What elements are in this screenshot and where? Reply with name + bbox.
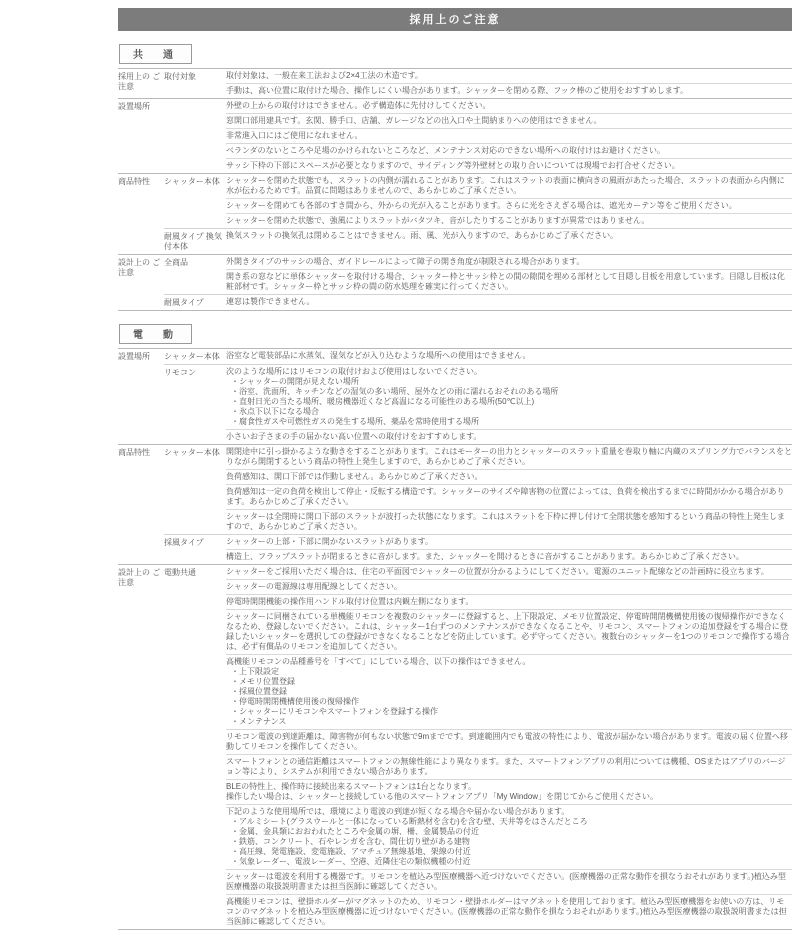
subcategory-label: 採風タイプ <box>164 538 204 547</box>
notice-text: スマートフォンとの通信距離はスマートフォンの無線性能により異なります。また、スマートフォンアプリの利用については機種、OSまたはアプリのバージョン等により、システムが利用できない場合があります。 <box>226 757 786 776</box>
document-content <box>118 8 792 930</box>
row-list <box>226 99 792 173</box>
row-list <box>226 349 792 364</box>
subgroup <box>164 228 792 254</box>
subcategory-label: シャッター本体 <box>164 448 220 457</box>
page-title: 採用上のご注意 <box>118 8 792 31</box>
table-row <box>226 469 792 484</box>
table-row <box>226 128 792 143</box>
notice-text: ・金属、金具類におおわれたところや金属の塀、柵、金属製品の付近 <box>231 827 479 836</box>
notice-text: ・鉄筋、コンクリート、石やレンガを含む、間仕切り壁がある建物 <box>231 837 470 846</box>
table-row <box>226 113 792 128</box>
notice-text: ・浴室、洗面所、キッチンなどの湿気の多い場所、屋外などの雨に濡れるおそれのある場所 <box>231 387 559 396</box>
notice-text: 浴室など電装部品に水蒸気、湿気などが入り込むような場所への使用はできません。 <box>226 351 531 360</box>
notice-text: ベランダのないところや足場のかけられないところなど、メンテナンス対応のできない場所への取付けはお避けください。 <box>226 146 666 155</box>
table-row <box>226 158 792 173</box>
table-group <box>118 68 792 98</box>
subgroup <box>164 364 792 444</box>
notice-text: シャッターを閉めた状態でも、スラットの内側が濡れることがあります。これはスラットの表面に横向きの風雨があたった場合、スラットの表面から内側に水が伝わるためです。品質に問題はありませんので、あらかじめご了承ください。 <box>226 176 785 195</box>
subgroups <box>164 255 792 310</box>
table-group <box>118 98 792 173</box>
category-label: 設置場所 <box>118 102 150 111</box>
notice-sections <box>118 44 792 930</box>
notice-text: 構造上、フラップスラットが閉まるときに音がします。また、シャッターを開けるときに音がすることがあります。あらかじめご了承ください。 <box>226 552 744 561</box>
table-row <box>226 609 792 654</box>
notice-text: サッシ下枠の下部にスペースが必要となりますので、サイディング等外壁材との取り合いについては現場でお打合せください。 <box>226 161 680 170</box>
subcategory-label: 全商品 <box>164 258 188 267</box>
subcategory-label: 耐風タイプ 換気付本体 <box>164 232 222 251</box>
subcategory-label: 電動共通 <box>164 568 196 577</box>
notice-text: ・氷点下以下になる場合 <box>231 407 319 416</box>
table-row <box>226 83 792 98</box>
notice-table <box>118 348 792 930</box>
category-label: 設計上の ご注意 <box>118 258 161 277</box>
table-group <box>118 173 792 254</box>
row-list <box>226 365 792 444</box>
table-row <box>226 779 792 804</box>
notice-text: ・上下限設定 <box>231 667 279 676</box>
notice-text: 高機能リモコンの品種番号を「すべて」にしている場合、以下の操作はできません。 <box>226 657 531 666</box>
notice-text: 小さいお子さまの手の届かない高い位置への取付けをおすすめします。 <box>226 432 482 441</box>
subcategory-label <box>164 99 226 173</box>
table-row <box>226 549 792 564</box>
notice-text: リモコン電波の到達距離は、障害物が何もない状態で9mまでです。到達範囲内でも電波の特性により、電波が届かない場合があります。電波の届く位置へ移動してリモコンを操作してください。 <box>226 732 788 751</box>
table-row <box>226 229 792 243</box>
section <box>118 44 792 311</box>
row-list <box>226 69 792 98</box>
notice-text: 負荷感知は一定の負荷を検出して停止・反転する構造です。シャッターのサイズや障害物の位置によっては、負荷を検出するまでに時間がかかる場合があります。あらかじめご了承ください。 <box>226 487 785 506</box>
notice-text: 停電時開閉機能の操作用ハンドル取付け位置は内観左側になります。 <box>226 597 474 606</box>
notice-text: 開閉途中に引っ掛かるような動きをすることがあります。これはモーターの出力とシャッターのスラット重量を巻取り軸に内蔵のスプリング力でバランスをとりながら開閉するという商品の特性上発生しますので、あらかじめご了承ください。 <box>226 447 792 466</box>
category-label: 設計上の ご注意 <box>118 568 161 587</box>
subgroups <box>164 69 792 98</box>
notice-text: ・シャッターの開閉が見えない場所 <box>231 377 359 386</box>
subgroup <box>164 255 792 294</box>
row-list <box>226 295 792 310</box>
category-label: 商品特性 <box>118 448 150 457</box>
notice-text: ・メモリ位置登録 <box>231 677 295 686</box>
notice-text: シャッターを閉めても各部のすき間から、外からの光が入ることがあります。さらに光をさえぎる場合は、遮光カーテン等をご使用ください。 <box>226 201 737 210</box>
notice-text: BLEの特性上、操作時に接続出来るスマートフォンは1台となります。 <box>226 782 477 791</box>
table-row <box>226 535 792 549</box>
notice-text: ・採風位置登録 <box>231 687 287 696</box>
table-row <box>226 213 792 228</box>
subgroups <box>164 565 792 929</box>
subgroup <box>164 294 792 310</box>
subgroup <box>164 99 792 173</box>
notice-text: シャッターの電源線は専用配線としてください。 <box>226 582 402 591</box>
notice-text: 開き系の窓などに単体シャッターを取付ける場合、シャッター枠とサッシ枠との間の隙間を埋める部材として目隠し目板を用意しています。目隠し目板は化粧部材です。シャッター枠とサッシ枠の間の防水処理を確実に行ってください。 <box>226 272 785 291</box>
table-group <box>118 444 792 564</box>
table-row <box>226 429 792 444</box>
table-row <box>226 255 792 269</box>
notice-text: 手動は、高い位置に取付けた場合、操作しにくい場合があります。シャッターを閉める際、フック棒のご使用をおすすめします。 <box>226 86 689 95</box>
table-row <box>226 349 792 363</box>
notice-text: 外開きタイプのサッシの場合、ガイドレールによって障子の開き角度が制限される場合があります。 <box>226 257 585 266</box>
subcategory-label: リモコン <box>164 368 196 377</box>
notice-text: 非常進入口にはご使用になれません。 <box>226 131 363 140</box>
table-row <box>226 269 792 294</box>
notice-text: シャッターの上部・下部に開かないスラットがあります。 <box>226 537 434 546</box>
subgroup <box>164 534 792 564</box>
table-row <box>226 565 792 579</box>
category-label: 設置場所 <box>118 352 150 361</box>
notice-text: 負荷感知は、開口下部では作動しません。あらかじめご了承ください。 <box>226 472 483 481</box>
table-row <box>226 654 792 729</box>
table-row <box>226 729 792 754</box>
notice-table <box>118 68 792 311</box>
notice-text: 外壁の上からの取付けはできません。必ず構造体に先付けしてください。 <box>226 101 491 110</box>
table-row <box>226 445 792 469</box>
section-label: 共 通 <box>119 44 192 64</box>
row-list <box>226 535 792 564</box>
subcategory-label: 取付対象 <box>164 72 196 81</box>
notice-text: 次のような場所にはリモコンの取付けおよび使用はしないでください。 <box>226 367 482 376</box>
notice-text: ・高圧線、発電施設、変電施設、アマチュア無線基地、架線の付近 <box>231 847 471 856</box>
notice-text: ・直射日光の当たる場所、暖房機器近くなど高温になる可能性のある場所(50℃以上) <box>231 397 535 406</box>
subgroup <box>164 565 792 929</box>
row-list <box>226 229 792 254</box>
table-row <box>226 99 792 113</box>
table-row <box>226 894 792 929</box>
table-row <box>226 509 792 534</box>
section-label: 電 動 <box>119 324 192 344</box>
notice-text: シャッターをご採用いただく場合は、住宅の平面図でシャッターの位置が分かるようにしてください。電源のユニット配線などの計画時に役立ちます。 <box>226 567 769 576</box>
table-row <box>226 484 792 509</box>
subgroup <box>164 445 792 534</box>
subgroups <box>164 174 792 254</box>
subgroup <box>164 69 792 98</box>
row-list <box>226 445 792 534</box>
table-row <box>226 69 792 83</box>
subgroup <box>164 174 792 228</box>
table-row <box>226 174 792 198</box>
table-row <box>226 143 792 158</box>
row-list <box>226 174 792 228</box>
table-row <box>226 594 792 609</box>
subgroups <box>164 349 792 444</box>
table-row <box>226 365 792 429</box>
subgroups <box>164 445 792 564</box>
row-list <box>226 565 792 929</box>
category-label: 商品特性 <box>118 177 150 186</box>
table-group <box>118 564 792 930</box>
notice-text: シャッターに同梱されている単機能リモコンを複数のシャッターに登録すると、上下限設定、メモリ位置設定、停電時開閉機構使用後の復帰操作ができなくなるため、登録しないでください。これは、シャッター1台ずつのメンテナンスができなくなることや、リモコン、スマートフォンの追加登録をする場合に登録したいシャッターを選択しての登録ができなくなることなどを防止しています。必ず守ってください。複数台のシャッターを1つのリモコンで操作する場合は、必ず有償品のリモコンを追加してください。 <box>226 612 790 651</box>
subcategory-label: 耐風タイプ <box>164 298 204 307</box>
notice-text: 下記のような使用場所では、環境により電波の到達が短くなる場合や届かない場合があります。 <box>226 807 570 816</box>
subcategory-label: シャッター本体 <box>164 352 220 361</box>
notice-text: 取付対象は、一般在来工法および2×4工法の木造です。 <box>226 71 423 80</box>
notice-text: ・メンテナンス <box>231 717 287 726</box>
notice-text: ・腐食性ガスや可燃性ガスの発生する場所、薬品を常時使用する場所 <box>231 417 479 426</box>
table-row <box>226 579 792 594</box>
table-row <box>226 198 792 213</box>
notice-text: シャッターを閉めた状態で、強風によりスラットがバタツキ、音がしたりすることがありますが異常ではありません。 <box>226 216 650 225</box>
subcategory-label: シャッター本体 <box>164 177 220 186</box>
section <box>118 324 792 930</box>
category-label: 採用上の ご注意 <box>118 72 161 91</box>
row-list <box>226 255 792 294</box>
notice-text: 高機能リモコンは、壁掛ホルダーがマグネットのため、リモコン・壁掛ホルダーはマグネットを使用しております。植込み型医療機器をお使いの方は、リモコンのマグネットを植込み型医療機器に近づけないでください。(医療機器の正常な動作を損なうおそれがあります。)植込み型医療機器の取扱説明書または担当医師に確認してください。 <box>226 897 787 926</box>
notice-text: 連窓は製作できません。 <box>226 297 315 306</box>
subgroup <box>164 349 792 364</box>
subgroups <box>164 99 792 173</box>
notice-text: ・シャッターにリモコンやスマートフォンを登録する操作 <box>231 707 439 716</box>
notice-text: ・アルミシート(グラスウールと一体になっている断熱材を含む)を含む壁、天井等をはさんだところ <box>231 817 588 826</box>
table-row <box>226 295 792 309</box>
table-group <box>118 254 792 311</box>
notice-text: 操作したい場合は、シャッターと接続している他のスマートフォンアプリ「My Window」を閉じてからご使用ください。 <box>226 792 659 801</box>
table-row <box>226 754 792 779</box>
notice-text: ・気象レーダー、電波レーダー、空港、近隣住宅の類似機種の付近 <box>231 857 471 866</box>
notice-text: シャッターは全閉時に開口下部のスラットが波打った状態になります。これはスラットを下枠に押し付けて全閉状態を感知するという商品の特性上発生しますので、あらかじめご了承ください。 <box>226 512 785 531</box>
notice-text: 換気スラットの換気孔は閉めることはできません。雨、風、光が入りますので、あらかじめご了承ください。 <box>226 231 619 240</box>
notice-text: シャッターは電波を利用する機器です。リモコンを植込み型医療機器へ近づけないでください。(医療機器の正常な動作を損なうおそれがあります。)植込み型医療機器の取扱説明書または担当医師に確認してください。 <box>226 872 786 891</box>
table-row <box>226 804 792 869</box>
table-group <box>118 348 792 444</box>
table-row <box>226 869 792 894</box>
notice-text: ・停電時開閉機構使用後の復帰操作 <box>231 697 359 706</box>
notice-text: 窓開口部用建具です。玄関、勝手口、店舗、ガレージなどの出入口や土間納まりへの使用はできません。 <box>226 116 602 125</box>
